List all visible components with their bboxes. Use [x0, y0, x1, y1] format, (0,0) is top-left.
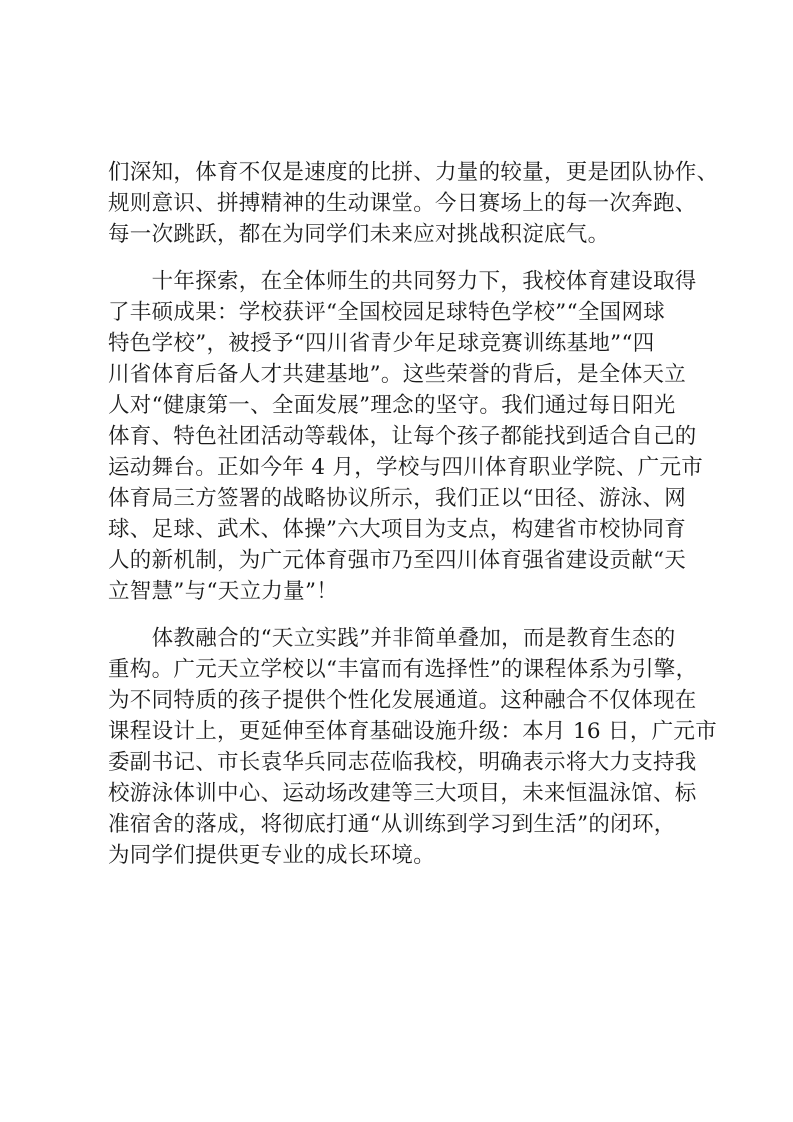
text-line: 为不同特质的孩子提供个性化发展通道。这种融合不仅体现在: [108, 688, 697, 713]
text-line: 十年探索，在全体师生的共同努力下，我校体育建设取得: [108, 269, 697, 294]
text-line: 体教融合的“天立实践”并非简单叠加，而是教育生态的: [108, 626, 676, 651]
text-line: 川省体育后备人才共建基地”。这些荣誉的背后，是全体天立: [108, 362, 687, 387]
text-line: 校游泳体训中心、运动场改建等三大项目，未来恒温泳馆、标: [108, 781, 697, 806]
paragraph-3: [108, 623, 718, 871]
text-line: 特色学校”，被授予“四川省青少年足球竞赛训练基地”“四: [108, 331, 655, 356]
paragraph-2: [108, 266, 704, 607]
text-line: 委副书记、市长袁华兵同志莅临我校，明确表示将大力支持我: [108, 750, 697, 775]
text-line: 人的新机制，为广元体育强市乃至四川体育强省建设贡献“天: [108, 548, 687, 573]
text-line: 们深知，体育不仅是速度的比拼、力量的较量，更是团队协作、: [108, 160, 719, 185]
text-line: 规则意识、拼搏精神的生动课堂。今日赛场上的每一次奔跑、: [108, 191, 697, 216]
paragraph-gap: [108, 250, 686, 266]
text-line: 体育、特色社团活动等载体，让每个孩子都能找到适合自己的: [108, 424, 697, 449]
text-line: 了丰硕成果：学校获评“全国校园足球特色学校”“全国网球: [108, 300, 666, 325]
text-line: 球、足球、武术、体操”六大项目为支点，构建省市校协同育: [108, 517, 687, 542]
text-line: 运动舞台。正如今年 4 月，学校与四川体育职业学院、广元市: [108, 455, 704, 480]
text-line: 每一次跳跃，都在为同学们未来应对挑战积淀底气。: [108, 222, 610, 247]
text-line: 为同学们提供更专业的成长环境。: [108, 843, 436, 868]
paragraph-gap: [108, 607, 686, 623]
text-line: 人对“健康第一、全面发展”理念的坚守。我们通过每日阳光: [108, 393, 676, 418]
text-line: 重构。广元天立学校以“丰富而有选择性”的课程体系为引擎，: [108, 657, 698, 682]
paragraph-1: [108, 157, 719, 250]
body-text: [108, 157, 719, 871]
text-line: 准宿舍的落成，将彻底打通“从训练到学习到生活”的闭环，: [108, 812, 676, 837]
text-line: 体育局三方签署的战略协议所示，我们正以“田径、游泳、网: [108, 486, 687, 511]
text-line: 立智慧”与“天立力量”！: [108, 579, 339, 604]
text-line: 课程设计上，更延伸至体育基础设施升级：本月 16 日，广元市: [108, 719, 718, 744]
